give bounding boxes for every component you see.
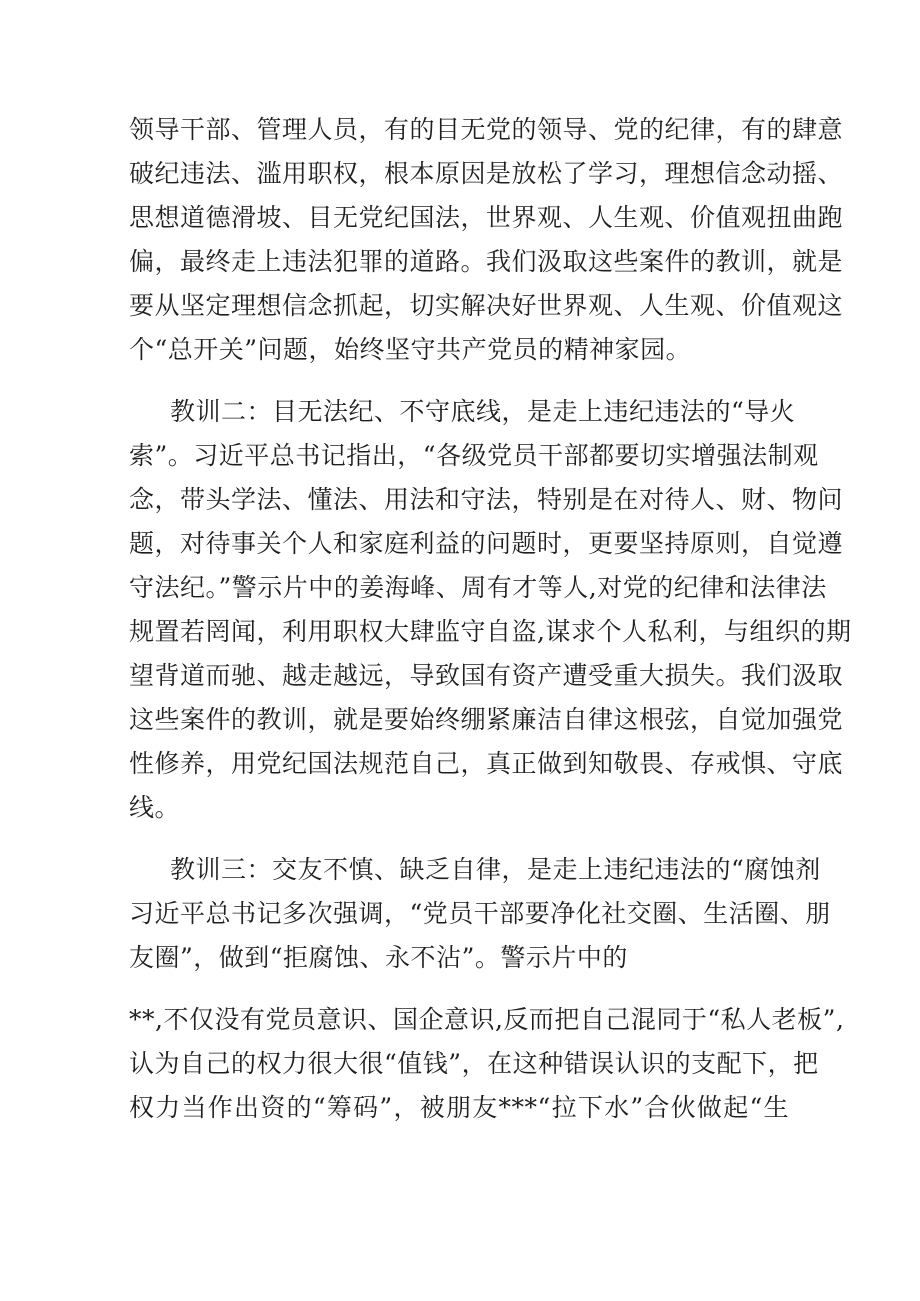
text-line: 思想道德滑坡、目无党纪国法，世界观、人生观、价值观扭曲跑 — [129, 203, 844, 232]
text-line: 习近平总书记多次强调，“党员干部要净化社交圈、生活圈、朋 — [129, 899, 831, 928]
paragraph-lesson-one-conclusion — [129, 108, 844, 372]
text-line: 守法纪。”警示片中的姜海峰、周有才等人,对党的纪律和法律法 — [129, 573, 827, 602]
text-line: 领导干部、管理人员，有的目无党的领导、党的纪律，有的肆意 — [129, 115, 844, 144]
paragraph-lesson-two — [129, 390, 852, 830]
text-line: 题，对待事关个人和家庭利益的问题时，更要坚持原则，自觉遵 — [129, 529, 844, 558]
text-line: 认为自己的权力很大很“值钱”，在这种错误认识的支配下，把 — [129, 1049, 819, 1078]
text-line: 这些案件的教训，就是要始终绷紧廉洁自律这根弦，自觉加强党 — [129, 705, 844, 734]
text-line: 友圈”，做到“拒腐蚀、永不沾”。警示片中的 — [129, 943, 628, 972]
document-body — [129, 108, 852, 1148]
text-line: 偏，最终走上违法犯罪的道路。我们汲取这些案件的教训，就是 — [129, 247, 844, 276]
text-line: 规置若罔闻，利用职权大肆监守自盗,谋求个人私利，与组织的期 — [129, 617, 852, 646]
text-line: **,不仅没有党员意识、国企意识,反而把自己混同于“私人老板”, — [129, 1005, 845, 1034]
text-line: 个“总开关”问题，始终坚守共产党员的精神家园。 — [129, 335, 692, 364]
text-line: 教训二：目无法纪、不守底线，是走上违纪违法的“导火 — [170, 397, 796, 426]
paragraph-lesson-three-continued — [129, 998, 845, 1130]
text-line: 线。 — [129, 793, 181, 822]
text-line: 破纪违法、滥用职权，根本原因是放松了学习，理想信念动摇、 — [129, 159, 844, 188]
text-line: 权力当作出资的“筹码”，被朋友***“拉下水”合伙做起“生 — [129, 1093, 789, 1122]
text-line: 望背道而驰、越走越远，导致国有资产遭受重大损失。我们汲取 — [129, 661, 844, 690]
text-line: 性修养，用党纪国法规范自己，真正做到知敬畏、存戒惧、守底 — [129, 749, 844, 778]
paragraph-lesson-three — [129, 848, 831, 980]
text-line: 要从坚定理想信念抓起，切实解决好世界观、人生观、价值观这 — [129, 291, 844, 320]
text-line: 念，带头学法、懂法、用法和守法，特别是在对待人、财、物问 — [129, 485, 844, 514]
text-line: 教训三：交友不慎、缺乏自律，是走上违纪违法的“腐蚀剂 — [170, 855, 821, 884]
text-line: 索”。习近平总书记指出，“各级党员干部都要切实增强法制观 — [129, 441, 819, 470]
